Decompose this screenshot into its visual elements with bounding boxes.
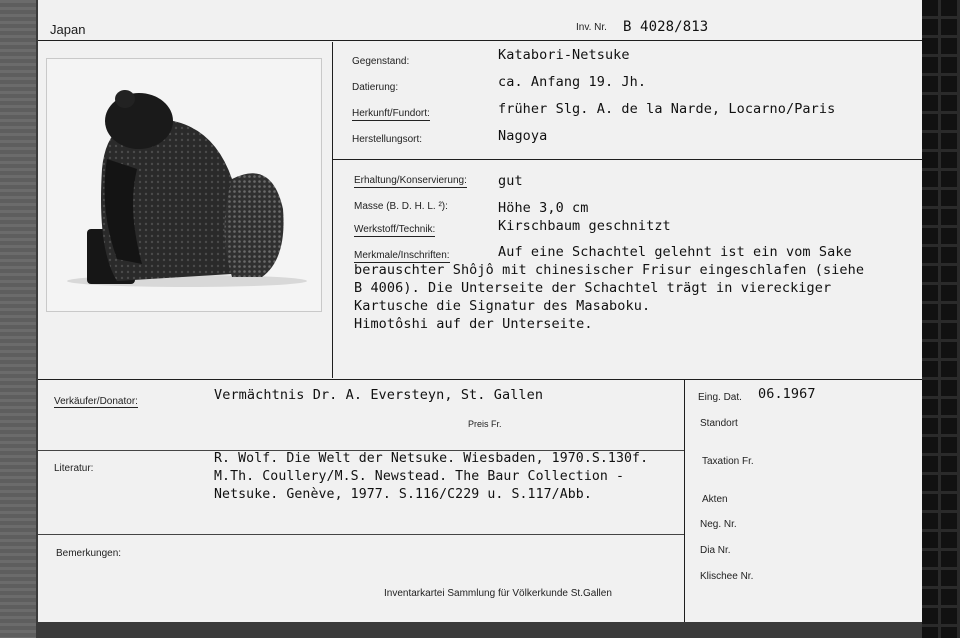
eing-dat-value: 06.1967 (758, 386, 816, 402)
region-label: Japan (50, 22, 86, 37)
inventory-card (38, 0, 922, 622)
verkaeufer-label (54, 396, 138, 407)
eing-dat-label: Eing. Dat. (698, 392, 742, 403)
preis-label: Preis Fr. (468, 419, 502, 429)
dia-nr-label: Dia Nr. (700, 545, 731, 556)
inv-number-label: Inv. Nr. (576, 22, 607, 33)
herstellungsort-value: Nagoya (498, 128, 548, 144)
masse-label: Masse (B. D. H. L. ²): (354, 201, 448, 212)
merkmale-label-text: Merkmale/Inschriften: (354, 250, 450, 261)
section-rule-2 (38, 379, 922, 380)
scanner-edge-left (0, 0, 36, 638)
inv-number-value: B 4028/813 (623, 19, 709, 35)
lower-rule-2 (38, 534, 684, 535)
herkunft-label-text: Herkunft/Fundort: (352, 108, 430, 119)
datierung-value: ca. Anfang 19. Jh. (498, 74, 647, 90)
werkstoff-label (354, 224, 435, 235)
herkunft-value: früher Slg. A. de la Narde, Locarno/Paris (498, 101, 836, 117)
literatur-label: Literatur: (54, 463, 94, 474)
merkmale-line-5: Himotôshi auf der Unterseite. (354, 316, 593, 332)
bemerkungen-label: Bemerkungen: (56, 548, 122, 559)
footer-institution: Inventarkartei Sammlung für Völkerkunde St.Gallen (384, 588, 612, 599)
werkstoff-label-text: Werkstoff/Technik: (354, 224, 436, 235)
gegenstand-label: Gegenstand: (352, 56, 410, 67)
side-column-divider (684, 380, 685, 622)
section-rule-1 (332, 159, 922, 160)
merkmale-label (354, 250, 450, 261)
standort-label: Standort (700, 418, 738, 429)
erhaltung-label (354, 175, 467, 186)
header-rule (38, 40, 922, 41)
verkaeufer-label-text: Verkäufer/Donator: (54, 396, 138, 407)
merkmale-line-2: berauschter Shôjô mit chinesischer Frisur eingeschlafen (siehe (354, 262, 865, 278)
klischee-nr-label: Klischee Nr. (700, 571, 754, 582)
verkaeufer-value: Vermächtnis Dr. A. Eversteyn, St. Gallen (214, 387, 544, 403)
scanner-grid-right (922, 0, 960, 638)
merkmale-line-4: Kartusche die Signatur des Masaboku. (354, 298, 651, 314)
erhaltung-label-text: Erhaltung/Konservierung: (354, 175, 467, 186)
photo-divider (332, 42, 333, 378)
akten-label: Akten (702, 494, 728, 505)
merkmale-line-1: Auf eine Schachtel gelehnt ist ein vom Sake (498, 244, 852, 260)
merkmale-line-3: B 4006). Die Unterseite der Schachtel trägt in viereckiger (354, 280, 832, 296)
gegenstand-value: Katabori-Netsuke (498, 47, 630, 63)
object-photo (46, 58, 322, 312)
literatur-line-2: M.Th. Coullery/M.S. Newstead. The Baur Collection - (214, 469, 625, 484)
neg-nr-label: Neg. Nr. (700, 519, 737, 530)
werkstoff-value: Kirschbaum geschnitzt (498, 218, 671, 234)
netsuke-photo-icon (47, 59, 321, 311)
literatur-line-3: Netsuke. Genève, 1977. S.116/C229 u. S.117/Abb. (214, 487, 592, 502)
herstellungsort-label: Herstellungsort: (352, 134, 423, 145)
erhaltung-value: gut (498, 173, 523, 189)
datierung-label: Datierung: (352, 82, 399, 93)
literatur-line-1: R. Wolf. Die Welt der Netsuke. Wiesbaden, 1970.S.130f. (214, 451, 649, 466)
masse-value: Höhe 3,0 cm (498, 200, 589, 216)
taxation-label: Taxation Fr. (702, 456, 754, 467)
herkunft-label (352, 108, 430, 119)
